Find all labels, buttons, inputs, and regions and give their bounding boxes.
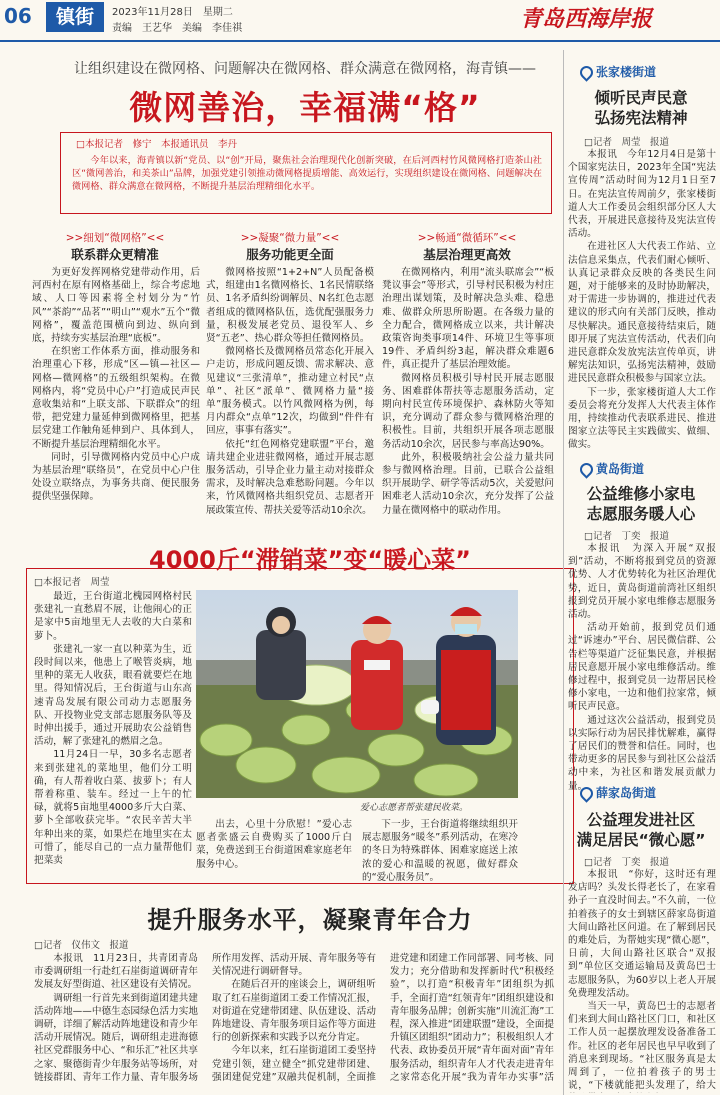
paragraph: 在随后召开的座谈会上，调研组听取了红石崖街道团工委工作情况汇报，对街道在党建带团建、队伍建设、活动阵地建设、青年服务项目运作等方面进行的创新探索和实践予以充分肯定。 bbox=[212, 979, 376, 1044]
paragraph: 在进社区人大代表工作站、立法信息采集点，代表们耐心倾听、认真记录群众反映的各类民生问题，对于能够来的及时协助解决，对于需进一步协调的，推进过代表建议的形式向有关部门反映，推动尽快解决。通民意接待结束后，随即开展了宪法宣传活动，代表们向进民意群众发放宪法宣传单页，讲解宪法知识，弘扬宪法精神，鼓励进民民意群众积极参与国家立法。 bbox=[568, 241, 716, 385]
article3-byline: □记者 仪伟文 报道 bbox=[34, 940, 129, 951]
section-name: 镇街 bbox=[46, 2, 104, 32]
story-body bbox=[568, 868, 716, 1093]
paragraph: 下一步，王台街道将继续组织开展志愿服务“暖冬”系列活动，在寒冷的冬日为特殊群体、困难家庭送上浓浓的爱心和温暖的祝愿，做好群众的“爱心服务员”。 bbox=[362, 819, 518, 883]
sub3-kicker: >>畅通“微循环”<< bbox=[417, 232, 517, 244]
story-byline: □记者 丁奕 报道 bbox=[584, 531, 669, 542]
paragraph: 11月24日一早，30多名志愿者来到张建礼的菜地里，他们分工明确，有人帮着收白菜、拔萝卜；有人帮着称重、装车。经过一上午的忙碌，就将5亩地里4000多斤大白菜、萝卜全部收获完毕。“农民辛苦大半年种出来的菜，如果烂在地里实在太可惜了，能尽自己的一点力量帮他们把菜卖 bbox=[34, 749, 192, 867]
column-divider bbox=[563, 50, 564, 1095]
paragraph: 本报讯 “你好，这时还有理发店吗？头发长得老长了，在家看孙子一直没时间去。”不久前，一位拍着孩子的女士到辖区薛家岛街道大间山路社区问道。在了解到居民的难处后，为帮她实现“微心愿”，日前，大间山路社区联合“双报到”单位区交通运输局及黄岛巴士志愿服务队，为60岁以上老人开展免费理发活动。 bbox=[568, 869, 716, 999]
paragraph: 当天一早，黄岛巴士的志愿者们来到大间山路社区门口，和社区工作人员一起摆放理发设备准备工作。社区的老年居民也早早收到了消息来到现场。“社区服务真是太周到了，一位拍着孩子的男士说，“下楼就能把头发理了，给大 bbox=[568, 1001, 716, 1092]
issue-date: 2023年11月28日 星期二 bbox=[112, 7, 233, 18]
paragraph: 调研组一行首先来到街道团建共建活动阵地——中德生态园绿色活力实地调研，详细了解活动阵地建设和青少年活动开展情况。随后，调研组走进海德社区党群服务中心、“和乐汇”社区共享之家、聚德街青少年服务站等场所，对链接群团、青年工作力量、青年服务场所作用发挥、活动开展、青年服务等有关情况进行调研督导。 bbox=[34, 953, 376, 1083]
article3-headline: 提升服务水平，凝聚青年合力 bbox=[147, 906, 473, 934]
location-pin-icon bbox=[577, 63, 595, 81]
paragraph: 本报讯 今年12月4日是第十个国家宪法日，2023年全国“宪法宣传周”活动时间为12月1日至7日。在宪法宣传周前夕，张家楼街道人大工作委员会组织部分区人大代表，开展进民意接待及宪法宣传活动。 bbox=[568, 149, 716, 240]
paragraph: 同时，引导微网格内党员中心户成为基层治理“联络员”，在党员中心户住处设立联络点，为事务共商、便民服务提供坚强保障。 bbox=[32, 451, 200, 503]
sub1-body bbox=[32, 266, 200, 504]
paragraph: 下一步，张家楼街道人大工作委员会将充分发挥人大代表主体作用，持续推动代表联系进民、推进图家立法等民主实践做实、做细、做实。 bbox=[568, 386, 716, 451]
sub2-body bbox=[206, 266, 374, 517]
paragraph: 为更好发挥网格党建带动作用，后河西村在原有网格基础上，综合考虑地域、人口等因素将全村划分为“竹风”“茶韵”“品茗”“明山”“观水”五个“微网格”，覆盖范围横向到边、纵向到底，持续夯实基层治理“底板”。 bbox=[32, 267, 200, 345]
story-byline: □记者 丁奕 报道 bbox=[584, 857, 669, 868]
intro-text: 今年以来，海青镇以新“党员、以“创”开局，聚焦社会治理现代化创新突破，在后河西村竹风微网格打造茶山社区“微网善治，和美茶山”品牌，加强党建引领推动微网格提质增能、高效运行，实现组织建设在微网格、问题解决在微网格、群众满意在微网格，不断提升基层治理精细化水平。 bbox=[72, 155, 542, 192]
article2-byline: □本报记者 周莹 bbox=[34, 577, 110, 588]
paragraph: 依托“红色网格党建联盟”平台，邀请共建企业进驻微网格，通过开展志愿服务活动，引导企业力量主动对接群众需求，及时解决急难愁盼问题。今年以来，竹风微网格共组织党员、志愿者开展政策宣传、帮扶关爱等活动10余次。 bbox=[206, 438, 374, 516]
paragraph: 微网格长及微网格员常态化开展入户走访，形成问题反馈、需求解决、意见建议“三张清单”，推动建立村民“点单”、社区“派单”、微网格力量“接单”服务模式。以竹风微网格为例，每月内群众“点单”12次，均做到“件件有回应，事事有落实”。 bbox=[206, 346, 374, 437]
story-title: 公益维修小家电 志愿服务暖人心 bbox=[586, 485, 696, 523]
article3-body bbox=[34, 952, 554, 1092]
newspaper-logo: 青岛西海岸报 bbox=[520, 6, 653, 32]
story-body bbox=[568, 148, 716, 452]
paragraph: 活动开始前，报到党员们通过“诉速办”平台、居民微信群、公告栏等渠道广泛征集民意，并根据居民意愿开展小家电维修活动。维修过程中，报到党员一边帮居民检修小家电，一边和他们拉家常，倾听民声民意。 bbox=[568, 622, 716, 713]
paragraph: 在微网格内，利用“流头联席会”“板凳议事会”等形式，引导村民积极为村庄治理出谋划策，及时解决急头难、稳患难、做群众所思所盼题。在各级力量的全力配合，微网格成立以来，共计解决政策咨询类事项14件、环境卫生等事项19件、矛盾纠纷3起，解决群众难题6件，真正提升了基层治理效能。 bbox=[382, 267, 554, 371]
paragraph: 本报讯 11月23日，共青团青岛市委调研组一行赴红石崖街道调研青年发展友好型街道、社区建设有关情况。 bbox=[34, 953, 198, 991]
intro-byline: □本报记者 修宁 本报通讯员 李丹 bbox=[72, 136, 241, 150]
street-name: 黄岛街道 bbox=[596, 462, 645, 476]
paragraph: 张建礼一家一直以种菜为生，近段时间以来，他患上了喉管炎病，地里种的菜无人收获，眼看就要烂在地里。得知情况后，王台街道与山东高速青岛发展有限公司动力志愿服务队、开投物业党支部志愿服务队等及时伸出援手，通过开展助农公益销售活动，解了张建礼的燃眉之急。 bbox=[34, 643, 192, 748]
editor-credits: 责编 王艺华 美编 李佳祺 bbox=[112, 23, 242, 34]
street-name: 张家楼街道 bbox=[596, 65, 657, 79]
cabbage-harvest-illustration bbox=[196, 590, 518, 798]
photo-caption: 爱心志愿者帮张建民收菜。 bbox=[360, 803, 469, 813]
article2-body-left bbox=[34, 590, 192, 867]
street-name: 薛家岛街道 bbox=[596, 786, 657, 800]
paragraph: 今年以来，红石崖街道团工委坚持党建引领，建立健全“抓党建带团建、强团建促党建”双融共促机制，全面推进党建和团建工作同部署、同考核、同发力；充分借助和发挥新时代“积极经验”，以打造“积极青年”团组织为抓手，全面打造“红领青年”团组织建设和青年服务品牌；创新实施“川流汇海”工程，深入推进“团建联盟”建设，全面提升镇区团组织“团动力”；积极组织人才代表、政协委员开展“青年面对面”青年服务活动，组织青年人才代表走进青年之家常态化开展“我为青年办实事”活 bbox=[212, 953, 554, 1083]
location-pin-icon bbox=[577, 460, 595, 478]
page-number: 06 bbox=[4, 4, 32, 28]
paragraph: 此外，积极吸纳社会公益力量共同参与微网格治理。目前，已联合公益组织开展助学、研学等活动5次，关爱慰问困难老人活动10余次，充分发挥了公益力量在微网格中的联动作用。 bbox=[382, 451, 554, 516]
sub1-title: 联系群众更精准 bbox=[71, 247, 159, 262]
article2-body-bottom-left bbox=[196, 818, 352, 871]
sub2-title: 服务功能更全面 bbox=[246, 247, 334, 262]
paragraph: 出去，心里十分欣慰！”爱心志愿者张盛云自费购买了1000斤白菜，免费送到王台街道困难家庭老年服务中心。 bbox=[196, 819, 352, 870]
paragraph: 通过这次公益活动，报到党员以实际行动为居民排忧解难，赢得了居民们的赞誉和信任。同时，也带动更多的居民参与到社区公益活动中来，为社区和谐发展贡献力量。 bbox=[568, 714, 716, 792]
paragraph: 最近，王台街道北槐园网格村民张建礼一直愁眉不展，让他闹心的正是家中5亩地里无人去收的大白菜和萝卜。 bbox=[34, 591, 192, 642]
sub3-title: 基层治理更高效 bbox=[423, 247, 511, 262]
article2-body-bottom-right bbox=[362, 818, 518, 884]
paragraph: 本报讯 为深入开展“双报到”活动，不断将报到党员的资源优势、人才优势转化为社区治理优势，近日，黄岛街道前湾社区组织报到党员开展小家电维修志愿服务活动。 bbox=[568, 543, 716, 621]
sub1-kicker: >>细划“微网格”<< bbox=[65, 232, 165, 244]
news-photo bbox=[196, 590, 518, 798]
sub3-body bbox=[382, 266, 554, 517]
lead-line: 让组织建设在微网格、问题解决在微网格、群众满意在微网格，海青镇—— bbox=[74, 61, 536, 77]
story-body bbox=[568, 542, 716, 793]
paragraph: 在织密工作体系方面，推动服务和治理重心下移，形成“区—镇—社区—网格—微网格”的五级组织架构。在微网格内，将“党员中心户”打造成民声民意收集站和“上联支部、下联群众”的纽带，把党建力量延伸到微网格里，把基层党建工作触角延伸到户、具体到人，不断提升基层治理精细化水平。 bbox=[32, 346, 200, 450]
main-headline: 微网善治，幸福满“格” bbox=[129, 88, 481, 127]
story-title: 倾听民声民意 弘扬宪法精神 bbox=[594, 89, 688, 127]
sub2-kicker: >>凝聚“微力量”<< bbox=[240, 232, 340, 244]
paragraph: 微网格按照“1+2+N”人员配备模式，组建由1名微网格长、1名民情联络员、1名矛盾纠纷调解员、N名红色志愿者组成的微网格队伍，选优配强服务力量，积极发展老党员、退役军人、乡贤“五老”、热心群众等担任微网格员。 bbox=[206, 267, 374, 345]
story-byline: □记者 周莹 报道 bbox=[584, 137, 669, 148]
paragraph: 微网格员积极引导村民开展志愿服务、困难群体帮扶等志愿服务活动，定期向村民宣传环境保护、森林防火等知识，充分调动了群众参与微网格治理的积极性。目前，共组织开展各项志愿服务活动10余次，居民参与率高达90%。 bbox=[382, 372, 554, 450]
story-title: 公益理发进社区 满足居民“微心愿” bbox=[576, 811, 706, 849]
page-header bbox=[0, 0, 720, 42]
article2-headline: 4000斤“滞销菜”变“暖心菜” bbox=[149, 546, 471, 574]
